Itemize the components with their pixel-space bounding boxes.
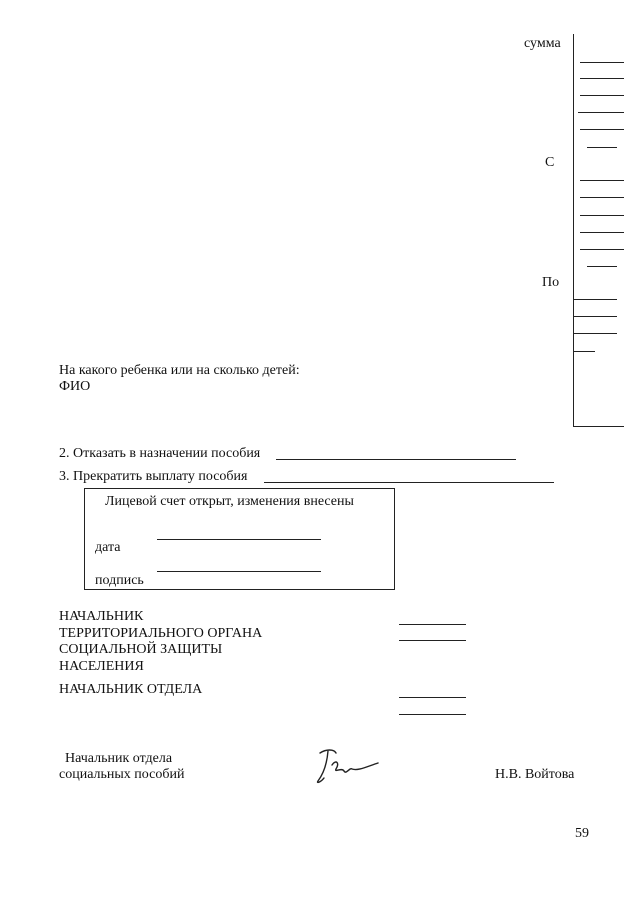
- territorial-head-line3: СОЦИАЛЬНОЙ ЗАЩИТЫ: [59, 642, 223, 657]
- territorial-head-line4: НАСЕЛЕНИЯ: [59, 659, 144, 674]
- signature-label: подпись: [95, 573, 144, 588]
- from-line: [580, 197, 624, 198]
- footer-position-line1: Начальник отдела: [65, 751, 173, 766]
- summa-line: [580, 95, 624, 96]
- right-column-bottom-line: [573, 426, 624, 427]
- account-box-title: Лицевой счет открыт, изменения внесены: [105, 494, 354, 509]
- to-line: [573, 316, 617, 317]
- child-question: На какого ребенка или на сколько детей:: [59, 363, 300, 378]
- from-line: [580, 215, 624, 216]
- item-stop-payment-line: [264, 482, 554, 483]
- from-label: С: [545, 155, 555, 170]
- territorial-head-line2: ТЕРРИТОРИАЛЬНОГО ОРГАНА: [59, 626, 263, 641]
- from-line: [580, 180, 624, 181]
- date-label: дата: [95, 540, 121, 555]
- date-line: [157, 539, 321, 540]
- to-line: [573, 299, 617, 300]
- signature-line: [157, 571, 321, 572]
- territorial-head-sign-line: [399, 640, 466, 641]
- summa-line: [587, 147, 617, 148]
- department-head-sign-line: [399, 697, 466, 698]
- item-refuse-benefit: 2. Отказать в назначении пособия: [59, 446, 261, 461]
- footer-name: Н.В. Войтова: [495, 767, 575, 782]
- from-line: [580, 249, 624, 250]
- from-line: [580, 232, 624, 233]
- department-head: НАЧАЛЬНИК ОТДЕЛА: [59, 682, 203, 697]
- right-column-border: [573, 34, 574, 426]
- territorial-head-line1: НАЧАЛЬНИК: [59, 609, 144, 624]
- summa-line: [580, 78, 624, 79]
- summa-line: [578, 112, 624, 113]
- department-head-sign-line: [399, 714, 466, 715]
- item-stop-payment: 3. Прекратить выплату пособия: [59, 469, 248, 484]
- to-label: По: [542, 275, 560, 290]
- from-line: [587, 266, 617, 267]
- handwritten-signature: [312, 745, 382, 787]
- summa-line: [580, 62, 624, 63]
- to-line: [573, 333, 617, 334]
- footer-position-line2: социальных пособий: [59, 767, 185, 782]
- account-box: [84, 488, 395, 590]
- page-number: 59: [575, 826, 589, 841]
- territorial-head-sign-line: [399, 624, 466, 625]
- summa-line: [580, 129, 624, 130]
- item-refuse-benefit-line: [276, 459, 516, 460]
- summa-label: сумма: [524, 36, 561, 51]
- fio-label: ФИО: [59, 379, 91, 394]
- to-line: [573, 351, 595, 352]
